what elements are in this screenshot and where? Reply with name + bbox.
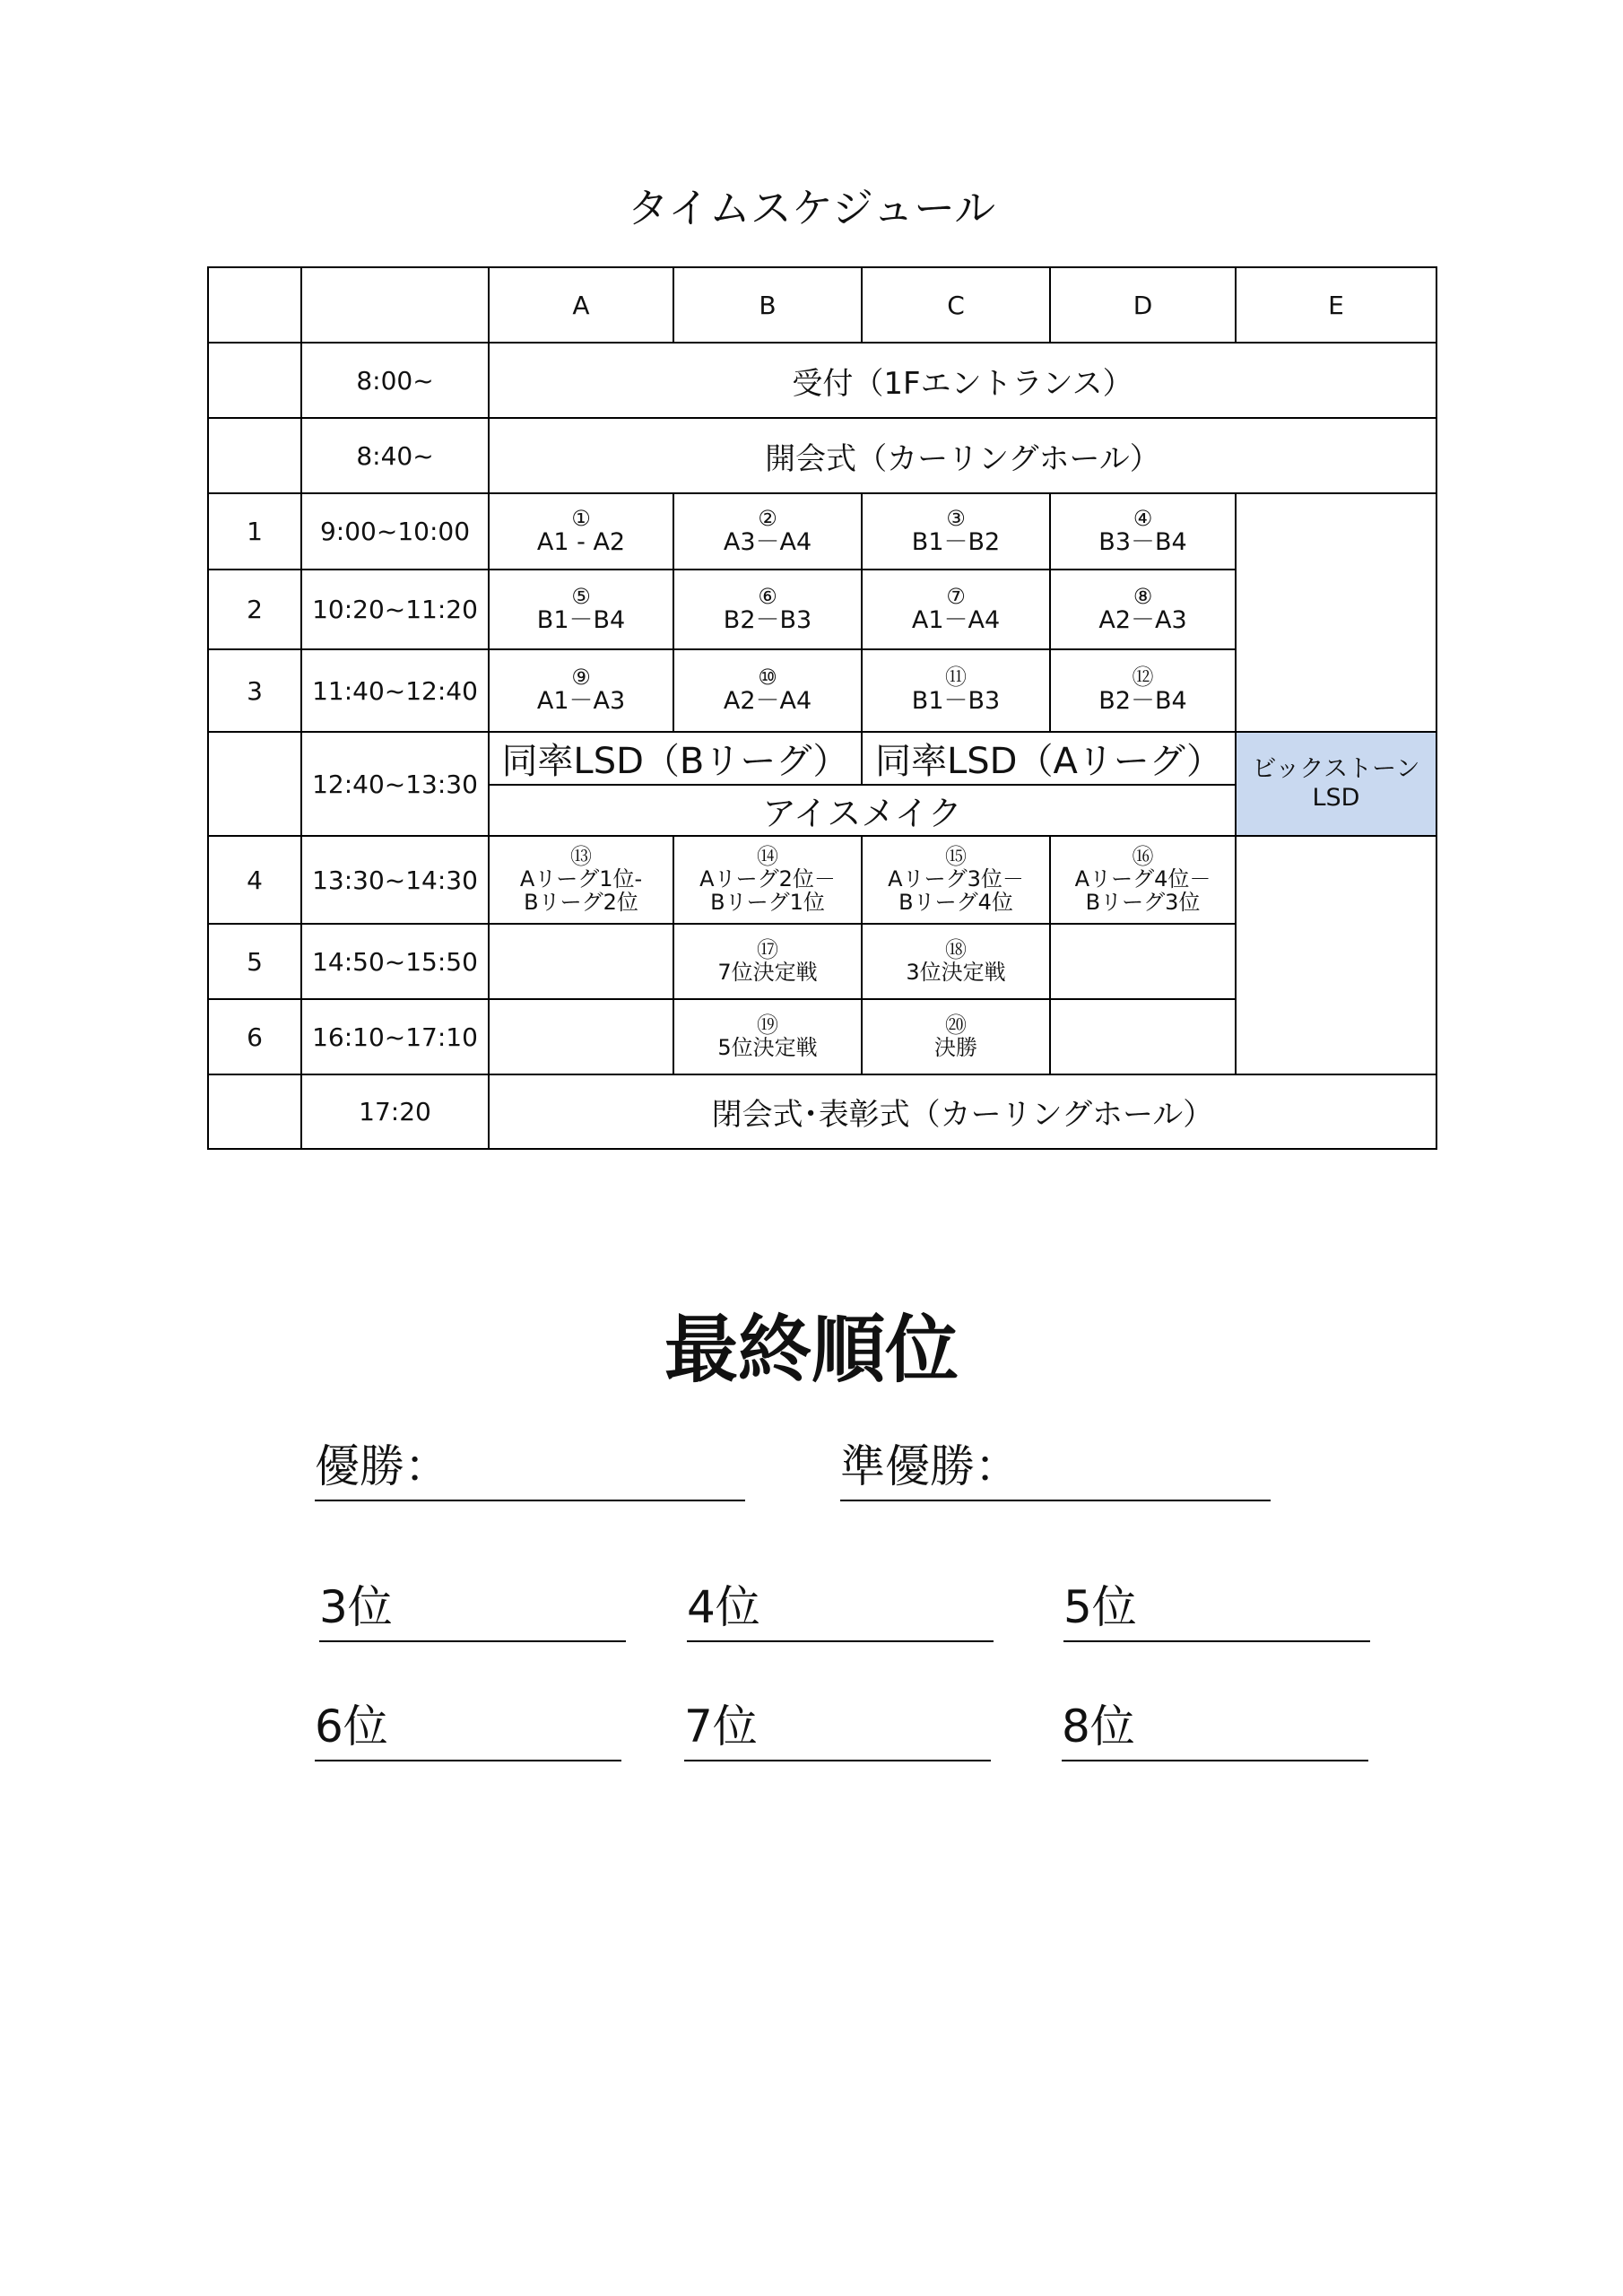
match-number: ⑨ (571, 665, 591, 691)
reception-time: 8:00~ (301, 343, 489, 418)
match-cell (862, 649, 1050, 732)
place-7-line: 7位 (684, 1704, 991, 1761)
match-pairing: A2－A3 (1098, 605, 1187, 634)
closing-row (208, 1074, 1436, 1149)
round-num: 5 (208, 924, 301, 999)
ranking-title: 最終順位 (664, 1308, 959, 1393)
opening-row (208, 418, 1436, 493)
round-num: 6 (208, 999, 301, 1074)
round-time: 9:00~10:00 (301, 493, 489, 570)
champion-line: 優勝： (315, 1444, 745, 1501)
match-pairing: 5位決定戦 (717, 1034, 818, 1060)
match-pairing: B3－B4 (1098, 527, 1187, 556)
bigstone-line2: LSD (1312, 784, 1360, 812)
match-pairing: 7位決定戦 (717, 959, 818, 985)
match-cell (673, 649, 862, 732)
match-pairing: A1－A4 (911, 605, 1001, 634)
round-time: 10:20~11:20 (301, 570, 489, 649)
match-cell-empty (489, 924, 673, 999)
runner-up-line: 準優勝： (840, 1444, 1271, 1501)
schedule-table (207, 266, 1437, 1150)
column-header-c: C (862, 267, 1050, 343)
reception-row (208, 343, 1436, 418)
reception-num (208, 343, 301, 418)
match-pairing: A3－A4 (723, 527, 812, 556)
match-number: ⑦ (946, 583, 966, 609)
bigstone-lsd (1236, 732, 1436, 836)
match-cell (673, 493, 862, 570)
header-blank-num (208, 267, 301, 343)
match-cell-empty (1050, 999, 1236, 1074)
opening-label: 開会式（カーリングホール） (489, 418, 1436, 493)
match-cell (673, 570, 862, 649)
closing-num (208, 1074, 301, 1149)
match-cell (862, 570, 1050, 649)
match-cell (862, 999, 1050, 1074)
match-number: ⑳ (945, 1012, 967, 1038)
opening-num (208, 418, 301, 493)
match-cell (489, 836, 673, 924)
place-3-line: 3位 (319, 1585, 626, 1642)
match-cell (1050, 649, 1236, 732)
match-pairing: B2－B4 (1098, 687, 1187, 716)
match-number: ⑭ (757, 843, 778, 869)
match-cell (1050, 570, 1236, 649)
match-number: ③ (946, 505, 966, 531)
match-number: ⑮ (945, 843, 967, 869)
match-cell (489, 493, 673, 570)
match-number: ② (758, 505, 777, 531)
match-pairing: B1－B4 (536, 605, 626, 634)
lunch-time: 12:40~13:30 (301, 732, 489, 836)
match-line1: Aリーグ4位－ (1074, 865, 1211, 891)
column-header-d: D (1050, 267, 1236, 343)
match-pairing: 3位決定戦 (906, 959, 1006, 985)
place-8-line: 8位 (1062, 1704, 1368, 1761)
round-row (208, 493, 1436, 570)
match-line2: Bリーグ1位 (710, 890, 825, 915)
lunch-row-top (208, 732, 1436, 785)
match-cell (862, 493, 1050, 570)
match-cell (673, 836, 862, 924)
match-cell (673, 924, 862, 999)
match-cell (1050, 493, 1236, 570)
place-6-line: 6位 (315, 1704, 621, 1761)
round-num: 3 (208, 649, 301, 732)
match-cell (673, 999, 862, 1074)
match-number: ⑤ (571, 583, 591, 609)
match-line1: Aリーグ2位－ (699, 865, 836, 891)
match-number: ⑩ (758, 665, 777, 691)
column-e-empty-top (1236, 493, 1436, 732)
match-number: ⑱ (945, 936, 967, 962)
match-number: ⑬ (570, 843, 592, 869)
match-pairing: A1 - A2 (536, 527, 626, 556)
match-line2: Bリーグ3位 (1085, 890, 1201, 915)
header-row (208, 267, 1436, 343)
match-line1: Aリーグ3位－ (888, 865, 1024, 891)
match-cell (489, 570, 673, 649)
round-num: 1 (208, 493, 301, 570)
match-number: ⑯ (1132, 843, 1154, 869)
match-cell-empty (1050, 924, 1236, 999)
round-time: 13:30~14:30 (301, 836, 489, 924)
round-num: 2 (208, 570, 301, 649)
match-number: ⑰ (757, 936, 778, 962)
reception-label: 受付（1Fエントランス） (489, 343, 1436, 418)
round-num: 4 (208, 836, 301, 924)
lsd-b-league: 同率LSD（Bリーグ） (489, 732, 862, 785)
place-5-line: 5位 (1063, 1585, 1370, 1642)
match-pairing: B1－B3 (911, 687, 1001, 716)
match-pairing: 決勝 (934, 1034, 977, 1060)
match-number: ⑪ (945, 665, 967, 691)
opening-time: 8:40~ (301, 418, 489, 493)
match-cell (862, 924, 1050, 999)
match-number: ④ (1133, 505, 1153, 531)
closing-time: 17:20 (301, 1074, 489, 1149)
bigstone-line1: ビックストーン (1252, 754, 1420, 783)
round-time: 16:10~17:10 (301, 999, 489, 1074)
round-time: 14:50~15:50 (301, 924, 489, 999)
match-number: ⑲ (757, 1012, 778, 1038)
match-cell (489, 649, 673, 732)
match-pairing: B2－B3 (723, 605, 812, 634)
match-cell-empty (489, 999, 673, 1074)
column-header-a: A (489, 267, 673, 343)
column-e-empty-bottom (1236, 836, 1436, 1074)
match-line1: Aリーグ1位- (519, 865, 643, 891)
ice-make: アイスメイク (489, 785, 1236, 836)
match-pairing: A2－A4 (723, 687, 812, 716)
column-header-b: B (673, 267, 862, 343)
place-4-line: 4位 (687, 1585, 994, 1642)
closing-label: 閉会式･表彰式（カーリングホール） (489, 1074, 1436, 1149)
match-line2: Bリーグ2位 (524, 890, 638, 915)
header-blank-time (301, 267, 489, 343)
schedule-title: タイムスケジュール (627, 184, 996, 232)
column-header-e: E (1236, 267, 1436, 343)
round-time: 11:40~12:40 (301, 649, 489, 732)
match-cell (862, 836, 1050, 924)
match-cell (1050, 836, 1236, 924)
lunch-num (208, 732, 301, 836)
match-number: ⑥ (758, 583, 777, 609)
round-row (208, 836, 1436, 924)
match-pairing: A1－A3 (536, 687, 626, 716)
match-number: ① (571, 505, 591, 531)
match-number: ⑫ (1132, 665, 1154, 691)
lsd-a-league: 同率LSD（Aリーグ） (862, 732, 1236, 785)
match-pairing: B1－B2 (911, 527, 1001, 556)
match-number: ⑧ (1133, 583, 1153, 609)
match-line2: Bリーグ4位 (898, 890, 1013, 915)
